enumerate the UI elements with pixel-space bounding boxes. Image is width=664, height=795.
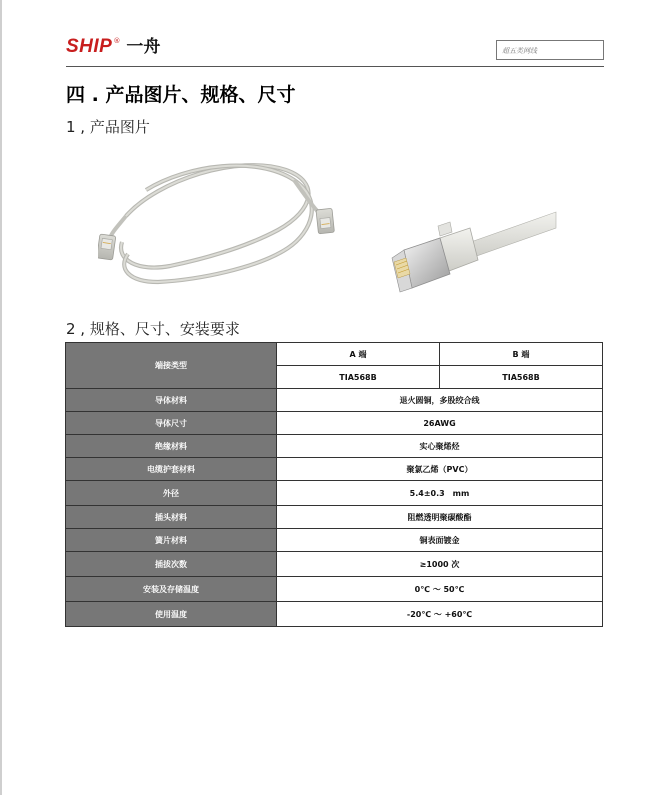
table-row (66, 435, 603, 458)
row-label-jacket: 电缆护套材料 (66, 458, 277, 481)
logo-chinese-text: 一舟 (126, 37, 161, 57)
section-title: 四 . 产品图片、规格、尺寸 (66, 84, 296, 106)
cell-mating-cycles: ≥1000 次 (277, 552, 603, 577)
table-row (66, 577, 603, 602)
brand-logo (66, 32, 160, 58)
table-row (66, 552, 603, 577)
table-row (66, 458, 603, 481)
cell-termination-b: TIA568B (440, 366, 603, 389)
row-label-mating-cycles: 插拔次数 (66, 552, 277, 577)
row-label-conductor-size: 导体尺寸 (66, 412, 277, 435)
table-row (66, 506, 603, 529)
table-row (66, 389, 603, 412)
spec-table (65, 342, 603, 627)
table-row (66, 529, 603, 552)
table-row (66, 343, 603, 366)
cell-jacket: 聚氯乙烯（PVC） (277, 458, 603, 481)
row-label-contact-material: 簧片材料 (66, 529, 277, 552)
cell-conductor-size: 26AWG (277, 412, 603, 435)
logo-ship-text: SHIP (66, 36, 113, 57)
subsection-spec-heading: 2 , 规格、尺寸、安装要求 (66, 320, 240, 338)
subsection-photos-heading: 1 , 产品图片 (66, 118, 150, 136)
cell-conductor-material: 退火圆铜，多股绞合线 (277, 389, 603, 412)
table-row (66, 481, 603, 506)
patch-cable-coil-photo (98, 150, 338, 290)
table-row (66, 412, 603, 435)
row-label-operating-temp: 使用温度 (66, 602, 277, 627)
logo-registered-mark: ® (113, 37, 121, 45)
rj45-plug-closeup-photo (388, 202, 558, 294)
column-header-b-end: B 端 (440, 343, 603, 366)
row-label-insulation: 绝缘材料 (66, 435, 277, 458)
cell-insulation: 实心聚烯烃 (277, 435, 603, 458)
header-doc-box: 超五类网线 (496, 40, 604, 60)
cell-termination-a: TIA568B (277, 366, 440, 389)
row-label-termination: 端接类型 (66, 343, 277, 389)
cell-contact-material: 铜表面镀金 (277, 529, 603, 552)
cell-operating-temp: -20℃ ～ +60℃ (277, 602, 603, 627)
row-label-install-storage-temp: 安装及存储温度 (66, 577, 277, 602)
row-label-plug-material: 插头材料 (66, 506, 277, 529)
cell-outer-diameter: 5.4±0.3 mm (277, 481, 603, 506)
row-label-conductor-material: 导体材料 (66, 389, 277, 412)
page-header (66, 28, 604, 68)
header-divider (66, 66, 604, 67)
row-label-outer-diameter: 外径 (66, 481, 277, 506)
table-row (66, 602, 603, 627)
cell-plug-material: 阻燃透明聚碳酸酯 (277, 506, 603, 529)
page-edge (0, 0, 2, 795)
column-header-a-end: A 端 (277, 343, 440, 366)
cell-install-storage-temp: 0℃ ～ 50℃ (277, 577, 603, 602)
